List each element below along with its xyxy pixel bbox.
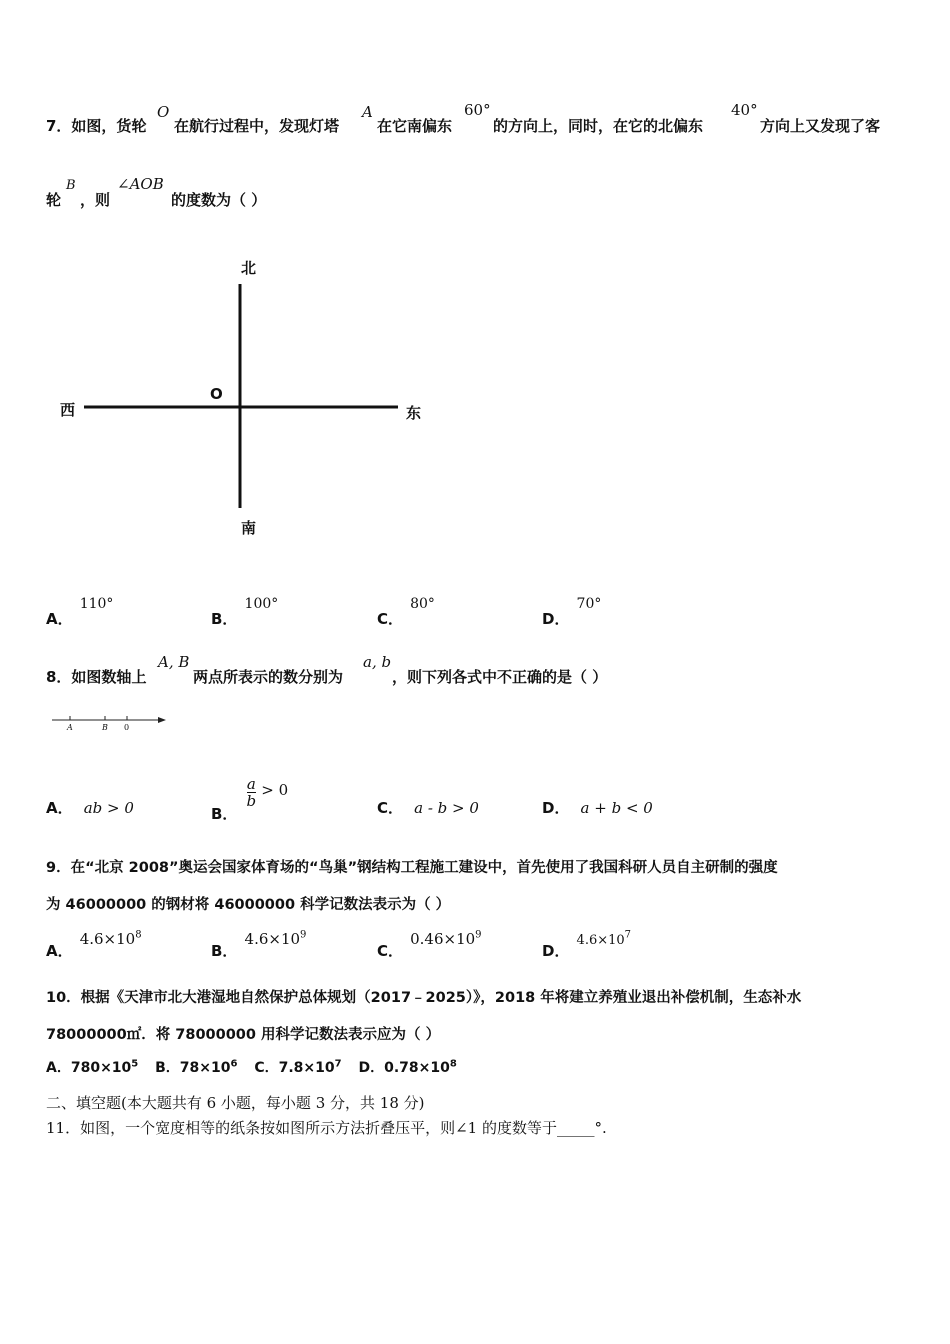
q11-stem: 11．如图，一个宽度相等的纸条按如图所示方法折叠压平，则∠1 的度数等于_____°. xyxy=(46,1119,607,1137)
option-label: D． xyxy=(358,1060,385,1076)
q9-stem-line1: 9．在“北京 2008”奥运会国家体育场的“鸟巢”钢结构工程施工建设中，首先使用了我国科研人员自主研制的强度 xyxy=(46,860,778,876)
option-label: B． xyxy=(155,1060,180,1076)
option-base: 78×10 xyxy=(179,1060,231,1076)
option-exponent: 8 xyxy=(135,929,142,941)
section-title: 二、填空题(本大题共有 6 小题，每小题 3 分，共 18 分) xyxy=(46,1094,425,1112)
q7-math-aob: ∠AOB xyxy=(117,175,164,193)
q7-option-a xyxy=(46,592,114,628)
label-north: 北 xyxy=(241,259,257,277)
q8-option-d xyxy=(542,797,653,818)
option-label: A． xyxy=(46,1060,71,1076)
q7-text-2: 在航行过程中，发现灯塔 xyxy=(174,117,340,135)
option-rest: > 0 xyxy=(261,781,289,799)
q7-text-3: 在它南偏东 xyxy=(377,117,453,135)
q7-text-7: ，则 xyxy=(80,191,111,209)
option-value: a - b > 0 xyxy=(414,799,479,817)
q10-options-row xyxy=(46,1057,457,1077)
q9-option-d xyxy=(542,928,632,960)
q9-option-a xyxy=(46,928,142,960)
option-label: B． xyxy=(211,610,238,628)
option-base: 780×10 xyxy=(70,1060,132,1076)
option-label: D． xyxy=(542,942,570,960)
option-label: A． xyxy=(46,942,73,960)
q7-text-8: 的度数为（ ） xyxy=(171,191,267,209)
axis-label-b: B xyxy=(102,723,108,732)
option-label: D． xyxy=(542,799,570,817)
label-west: 西 xyxy=(60,401,76,419)
compass-figure xyxy=(40,250,440,550)
option-label: C． xyxy=(377,799,404,817)
option-label: A． xyxy=(46,610,73,628)
option-base: 4.6×10 xyxy=(576,933,625,948)
axis-arrow xyxy=(158,717,166,723)
q8-option-a xyxy=(46,797,134,818)
q10-option-c xyxy=(254,1060,341,1076)
q7-text-5: 方向上又发现了客 xyxy=(760,117,881,135)
option-exponent: 9 xyxy=(475,929,482,941)
option-exponent: 9 xyxy=(300,929,307,941)
q8-math-vars: a, b xyxy=(363,653,392,671)
option-label: C． xyxy=(377,942,404,960)
q8-text-1: 8．如图数轴上 xyxy=(46,668,147,686)
option-label: C． xyxy=(254,1060,279,1076)
q8-option-b xyxy=(211,775,289,823)
q10-option-b xyxy=(155,1060,237,1076)
option-base: 4.6×10 xyxy=(244,930,301,948)
fraction-denominator: b xyxy=(246,792,257,810)
option-base: 0.78×10 xyxy=(384,1060,450,1076)
q9-stem-line2: 为 46000000 的钢材将 46000000 科学记数法表示为（ ） xyxy=(46,897,451,913)
q10-option-d xyxy=(358,1060,456,1076)
q8-math-ab: A, B xyxy=(158,653,190,671)
option-value: 110° xyxy=(79,596,114,612)
option-label: B． xyxy=(211,942,238,960)
label-east: 东 xyxy=(406,404,422,422)
q8-text-2: 两点所表示的数分别为 xyxy=(193,668,344,686)
q7-math-b: B xyxy=(66,178,76,193)
option-value: ab > 0 xyxy=(83,799,134,817)
label-south: 南 xyxy=(241,519,257,537)
option-base: 7.8×10 xyxy=(278,1060,335,1076)
q10-stem-line1: 10．根据《天津市北大港湿地自然保护总体规划（2017﹣2025）》，2018 年将建立养殖业退出补偿机制，生态补水 xyxy=(46,990,802,1006)
option-label: C． xyxy=(377,610,404,628)
q7-math-o: O xyxy=(157,103,170,121)
option-value: 70° xyxy=(576,596,602,612)
q7-text-4: 的方向上，同时，在它的北偏东 xyxy=(493,117,704,135)
q10-option-a xyxy=(46,1060,138,1076)
q7-option-d xyxy=(542,592,602,628)
q7-math-40: 40° xyxy=(731,101,758,119)
q7-option-b xyxy=(211,592,279,628)
q7-option-c xyxy=(377,592,435,628)
axis-label-zero: 0 xyxy=(124,723,130,732)
q7-math-60: 60° xyxy=(464,101,491,119)
option-value: 80° xyxy=(410,596,435,612)
q8-option-c xyxy=(377,797,479,818)
option-base: 4.6×10 xyxy=(79,930,136,948)
option-value: a + b < 0 xyxy=(580,799,653,817)
compass-svg xyxy=(40,250,440,550)
axis-label-a: A xyxy=(67,723,73,732)
option-exponent: 8 xyxy=(449,1058,457,1070)
option-exponent: 5 xyxy=(131,1058,139,1070)
option-label: B． xyxy=(211,805,238,823)
q7-math-a: A xyxy=(362,103,373,121)
q9-option-b xyxy=(211,928,307,960)
label-origin: O xyxy=(210,385,223,403)
option-exponent: 7 xyxy=(334,1058,342,1070)
option-value: 100° xyxy=(244,596,279,612)
option-label: A． xyxy=(46,799,73,817)
fraction-numerator: a xyxy=(246,775,256,793)
q8-text-3: ，则下列各式中不正确的是（ ） xyxy=(392,668,608,686)
option-base: 0.46×10 xyxy=(410,930,476,948)
q7-stem-line1: 7．如图，货轮 xyxy=(46,117,147,135)
number-line xyxy=(50,710,175,740)
option-exponent: 6 xyxy=(230,1058,238,1070)
q9-option-c xyxy=(377,928,482,960)
q7-text-6: 轮 xyxy=(46,191,62,209)
option-exponent: 7 xyxy=(624,929,632,941)
q10-stem-line2: 78000000㎡．将 78000000 用科学记数法表示应为（ ） xyxy=(46,1027,441,1043)
fraction-a-over-b xyxy=(247,776,257,809)
option-label: D． xyxy=(542,610,570,628)
